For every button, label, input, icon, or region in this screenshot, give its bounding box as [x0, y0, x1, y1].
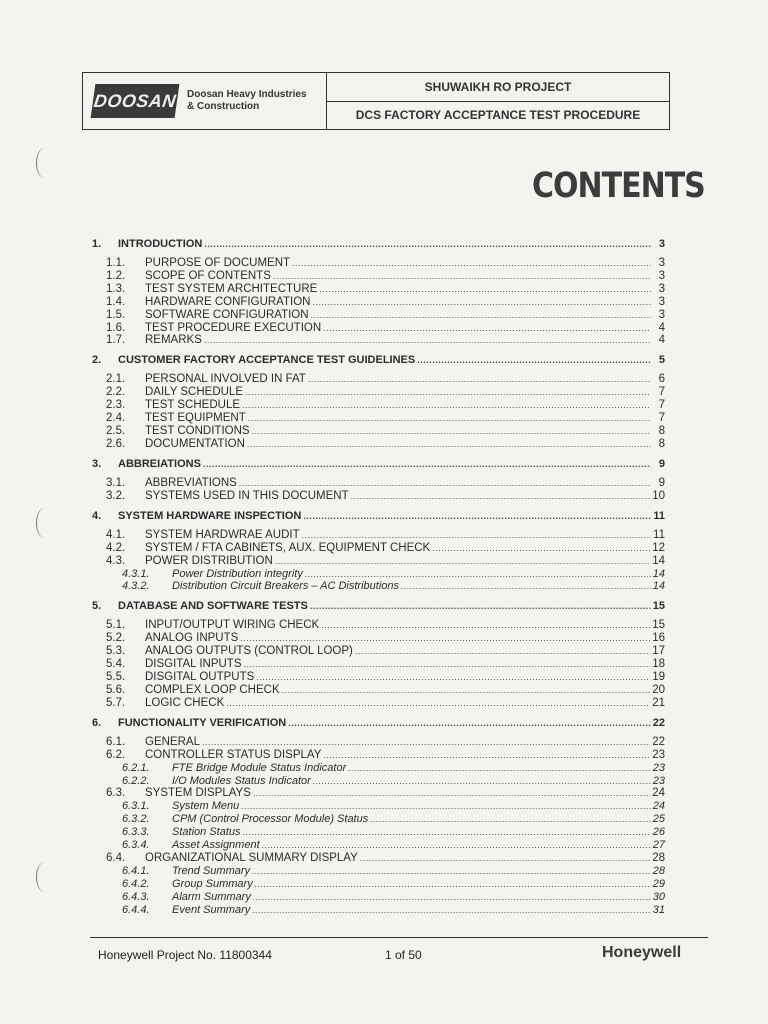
- toc-entry-number: 3.1.: [106, 476, 126, 489]
- toc-entry-number: 2.2.: [106, 386, 126, 399]
- toc-leader-dots: [204, 335, 651, 345]
- toc-leader-dots: [253, 892, 651, 902]
- toc-entry-title: FTE Bridge Module Status Indicator: [172, 761, 347, 774]
- toc-entry-number: 5.1.: [106, 619, 126, 632]
- toc-entry-number: 5.6.: [106, 683, 126, 696]
- toc-entry-page: 9: [658, 476, 665, 489]
- toc-leader-dots: [240, 633, 650, 643]
- toc-leader-dots: [417, 355, 651, 365]
- toc-leader-dots: [226, 698, 650, 708]
- toc-entry: [106, 645, 665, 658]
- toc-entry-page: 30: [652, 890, 665, 903]
- toc-entry: [122, 826, 665, 839]
- toc-entry-number: 1.5.: [106, 308, 126, 321]
- toc-entry-title: SYSTEM HARDWRAE AUDIT: [145, 528, 300, 541]
- toc-entry-number: 5.4.: [106, 658, 126, 671]
- toc-entry: [106, 697, 665, 710]
- toc-leader-dots: [313, 776, 651, 786]
- toc-entry-number: 1.4.: [106, 295, 126, 308]
- toc-entry-title: ABBREIATIONS: [118, 457, 201, 470]
- toc-entry: [122, 813, 665, 826]
- toc-entry-page: 6: [658, 373, 665, 386]
- toc-entry: [106, 399, 665, 412]
- toc-entry-number: 5.3.: [106, 645, 126, 658]
- toc-entry-title: CPM (Control Processor Module) Status: [172, 813, 369, 826]
- toc-entry: [92, 600, 665, 613]
- toc-leader-dots: [321, 620, 650, 630]
- toc-entry-number: 1.2.: [106, 269, 126, 282]
- toc-entry-title: CUSTOMER FACTORY ACCEPTANCE TEST GUIDELINES: [118, 354, 416, 367]
- toc-entry-title: Trend Summary: [172, 864, 251, 877]
- toc-entry-page: 5: [658, 354, 665, 367]
- toc-entry-title: INTRODUCTION: [118, 238, 203, 250]
- toc-entry-page: 14: [652, 580, 665, 593]
- toc-entry-title: System Menu: [172, 800, 240, 813]
- toc-entry-title: Asset Assignment: [172, 839, 260, 851]
- toc-leader-dots: [202, 737, 650, 747]
- footer-page-number: 1 of 50: [385, 948, 422, 962]
- toc-entry: [106, 736, 665, 749]
- toc-entry-number: 4.: [92, 509, 102, 522]
- toc-entry-page: 3: [658, 238, 665, 250]
- toc-entry: [106, 749, 665, 762]
- toc-entry-number: 6.1.: [106, 735, 126, 748]
- toc-entry-number: 2.1.: [106, 373, 126, 386]
- toc-entry-title: DATABASE AND SOFTWARE TESTS: [118, 600, 308, 613]
- toc-leader-dots: [370, 814, 651, 824]
- toc-entry: [106, 438, 665, 451]
- toc-entry-title: TEST SYSTEM ARCHITECTURE: [145, 282, 318, 295]
- toc-leader-dots: [252, 426, 651, 436]
- project-title: SHUWAIKH RO PROJECT: [327, 73, 669, 102]
- toc-entry: [122, 568, 665, 581]
- toc-entry-page: 28: [652, 851, 665, 864]
- toc-entry-title: LOGIC CHECK: [145, 696, 225, 709]
- toc-leader-dots: [288, 718, 650, 728]
- toc-entry-page: 18: [652, 658, 665, 671]
- toc-leader-dots: [432, 543, 650, 553]
- footer-project-number: Honeywell Project No. 11800344: [98, 948, 272, 962]
- toc-entry-title: SYSTEMS USED IN THIS DOCUMENT: [145, 489, 349, 502]
- honeywell-logo: Honeywell: [602, 944, 682, 961]
- toc-entry-page: 11: [653, 509, 665, 522]
- contents-heading: CONTENTS: [532, 166, 705, 207]
- toc-entry-title: SYSTEM / FTA CABINETS, AUX. EQUIPMENT CHECK: [145, 541, 431, 554]
- toc-entry: [92, 510, 665, 523]
- toc-leader-dots: [248, 413, 651, 423]
- toc-entry: [122, 580, 665, 593]
- toc-entry-title: SYSTEM DISPLAYS: [145, 787, 251, 800]
- toc-entry: [106, 322, 665, 335]
- toc-entry-number: 4.3.2.: [122, 580, 150, 593]
- toc-leader-dots: [252, 905, 651, 915]
- toc-leader-dots: [348, 763, 651, 773]
- toc-entry-number: 6.3.4.: [122, 839, 150, 851]
- toc-entry-title: DOCUMENTATION: [145, 437, 245, 450]
- toc-entry-title: SOFTWARE CONFIGURATION: [145, 308, 309, 321]
- toc-entry-number: 6.4.4.: [122, 903, 150, 916]
- toc-entry-title: TEST PROCEDURE EXECUTION: [145, 321, 322, 334]
- toc-entry-page: 14: [652, 567, 665, 580]
- toc-entry: [122, 878, 665, 891]
- toc-entry-title: ANALOG OUTPUTS (CONTROL LOOP): [145, 645, 353, 658]
- toc-entry-number: 5.2.: [106, 632, 126, 645]
- toc-entry-page: 14: [652, 554, 665, 567]
- toc-leader-dots: [204, 239, 651, 249]
- toc-entry-number: 2.6.: [106, 437, 126, 450]
- toc-entry-number: 6.4.1.: [122, 864, 150, 877]
- toc-entry-title: SCOPE OF CONTENTS: [145, 269, 271, 282]
- toc-entry-number: 4.2.: [106, 541, 126, 554]
- toc-entry-title: DAILY SCHEDULE: [145, 386, 243, 399]
- toc-leader-dots: [243, 827, 651, 837]
- toc-entry-title: PURPOSE OF DOCUMENT: [145, 257, 291, 269]
- toc-leader-dots: [302, 530, 651, 540]
- toc-entry-page: 4: [658, 321, 665, 334]
- toc-entry: [106, 490, 665, 503]
- toc-entry-page: 22: [652, 716, 665, 729]
- toc-leader-dots: [247, 439, 651, 449]
- toc-entry-page: 19: [652, 671, 665, 683]
- toc-entry-page: 24: [652, 800, 665, 813]
- toc-entry-title: TEST SCHEDULE: [145, 399, 241, 412]
- toc-entry-title: DISGITAL INPUTS: [145, 658, 242, 671]
- toc-entry: [106, 529, 665, 542]
- toc-entry-number: 2.4.: [106, 412, 126, 425]
- toc-entry-page: 17: [652, 645, 665, 658]
- toc-entry: [106, 373, 665, 386]
- toc-entry: [106, 555, 665, 568]
- toc-entry-page: 15: [652, 619, 665, 632]
- toc-leader-dots: [311, 310, 651, 320]
- toc-entry: [106, 270, 665, 283]
- toc-leader-dots: [401, 581, 651, 591]
- toc-entry-page: 8: [658, 425, 665, 437]
- toc-leader-dots: [275, 556, 650, 566]
- toc-entry: [122, 762, 665, 775]
- toc-entry-title: Distribution Circuit Breakers – AC Distributions: [172, 580, 399, 593]
- document-title: DCS FACTORY ACCEPTANCE TEST PROCEDURE: [355, 108, 641, 123]
- toc-entry-title: FUNCTIONALITY VERIFICATION: [118, 716, 287, 729]
- toc-leader-dots: [360, 853, 650, 863]
- toc-entry: [106, 632, 665, 645]
- toc-entry-page: 3: [658, 282, 665, 295]
- toc-entry-page: 9: [658, 457, 665, 470]
- toc-entry-title: ABBREVIATIONS: [145, 476, 237, 489]
- toc-leader-dots: [319, 284, 651, 294]
- toc-leader-dots: [308, 374, 651, 384]
- toc-entry-number: 6.3.1.: [122, 800, 150, 813]
- toc-entry-title: CONTROLLER STATUS DISPLAY: [145, 748, 322, 761]
- toc-entry-title: Group Summary: [172, 877, 253, 890]
- company-name-line1: Doosan Heavy Industries: [187, 89, 307, 100]
- toc-entry-title: I/O Modules Status Indicator: [172, 774, 311, 787]
- toc-leader-dots: [241, 801, 651, 811]
- toc-entry: [106, 787, 665, 800]
- toc-entry: [106, 658, 665, 671]
- toc-entry-page: 4: [658, 334, 665, 347]
- toc-entry-title: ORGANIZATIONAL SUMMARY DISPLAY: [145, 851, 358, 864]
- toc-entry-page: 8: [658, 437, 665, 450]
- toc-entry-number: 1.6.: [106, 321, 126, 334]
- toc-entry-number: 2.3.: [106, 399, 126, 412]
- toc-entry-number: 1.7.: [106, 334, 126, 347]
- toc-entry-number: 6.4.2.: [122, 877, 150, 890]
- toc-entry: [106, 257, 665, 270]
- toc-entry-title: ANALOG INPUTS: [145, 632, 239, 645]
- toc-entry: [106, 386, 665, 399]
- toc-entry-title: TEST EQUIPMENT: [145, 412, 246, 425]
- toc-leader-dots: [351, 491, 651, 501]
- toc-leader-dots: [255, 879, 651, 889]
- toc-leader-dots: [253, 788, 650, 798]
- doosan-logo: DOOSAN: [91, 84, 180, 118]
- toc-entry-number: 6.3.: [106, 787, 126, 800]
- toc-entry: [92, 458, 665, 471]
- toc-entry-title: INPUT/OUTPUT WIRING CHECK: [145, 619, 320, 632]
- toc-entry-number: 2.5.: [106, 425, 126, 437]
- toc-entry-page: 25: [652, 813, 665, 826]
- toc-entry-number: 6.: [92, 716, 102, 729]
- toc-entry-number: 4.1.: [106, 528, 126, 541]
- toc-entry-title: HARDWARE CONFIGURATION: [145, 295, 311, 308]
- toc-leader-dots: [310, 601, 651, 611]
- toc-entry-page: 23: [652, 774, 665, 787]
- toc-entry-page: 3: [658, 308, 665, 321]
- toc-entry-page: 10: [652, 489, 665, 502]
- toc-leader-dots: [305, 569, 651, 579]
- toc-entry-number: 6.2.: [106, 748, 126, 761]
- toc-entry: [106, 542, 665, 555]
- toc-entry: [106, 296, 665, 309]
- toc-entry: [106, 671, 665, 684]
- toc-entry-page: 29: [652, 877, 665, 890]
- toc-leader-dots: [312, 297, 651, 307]
- toc-entry: [106, 852, 665, 865]
- toc-entry: [106, 477, 665, 490]
- toc-entry-page: 31: [652, 903, 665, 916]
- toc-leader-dots: [323, 323, 651, 333]
- toc-entry-title: Power Distribution integrity: [172, 567, 303, 580]
- toc-entry-number: 2.: [92, 354, 102, 367]
- toc-entry: [122, 891, 665, 904]
- toc-leader-dots: [256, 672, 650, 682]
- toc-entry-title: SYSTEM HARDWARE INSPECTION: [118, 509, 302, 522]
- toc-leader-dots: [282, 685, 651, 695]
- toc-entry-page: 3: [658, 295, 665, 308]
- toc-entry-page: 23: [652, 761, 665, 774]
- toc-entry-number: 5.: [92, 600, 102, 613]
- toc-entry-number: 5.7.: [106, 696, 126, 709]
- toc-entry: [106, 412, 665, 425]
- toc-entry: [122, 865, 665, 878]
- toc-entry-title: DISGITAL OUTPUTS: [145, 671, 255, 683]
- toc-leader-dots: [292, 258, 651, 268]
- toc-entry-page: 22: [652, 735, 665, 748]
- toc-entry: [122, 775, 665, 788]
- toc-entry-page: 21: [652, 696, 665, 709]
- toc-entry: [122, 904, 665, 917]
- toc-leader-dots: [242, 400, 651, 410]
- toc-entry: [122, 800, 665, 813]
- toc-entry-number: 6.2.2.: [122, 774, 150, 787]
- toc-entry-page: 12: [652, 541, 665, 554]
- toc-entry-page: 26: [652, 826, 665, 839]
- toc-leader-dots: [355, 646, 650, 656]
- toc-entry-title: TEST CONDITIONS: [145, 425, 250, 437]
- toc-entry: [92, 717, 665, 730]
- toc-entry-page: 15: [652, 600, 665, 613]
- toc-entry-title: Alarm Summary: [172, 890, 251, 903]
- toc-entry-page: 24: [652, 787, 665, 800]
- toc-entry: [106, 283, 665, 296]
- toc-entry-page: 7: [658, 386, 665, 399]
- toc-entry-number: 6.3.3.: [122, 826, 150, 839]
- footer-divider: [90, 937, 708, 938]
- toc-entry: [92, 354, 665, 367]
- toc-leader-dots: [303, 511, 651, 521]
- toc-entry-title: Station Status: [172, 826, 241, 839]
- toc-leader-dots: [252, 866, 651, 876]
- toc-leader-dots: [239, 478, 651, 488]
- toc-entry-number: 4.3.: [106, 554, 126, 567]
- toc-entry: [106, 425, 665, 438]
- toc-entry-title: PERSONAL INVOLVED IN FAT: [145, 373, 306, 386]
- toc-entry-title: REMARKS: [145, 334, 202, 347]
- toc-entry-number: 6.3.2.: [122, 813, 150, 826]
- toc-entry: [106, 684, 665, 697]
- toc-entry-number: 6.4.: [106, 851, 126, 864]
- toc-entry: [106, 309, 665, 322]
- toc-entry-title: GENERAL: [145, 735, 200, 748]
- toc-leader-dots: [262, 840, 651, 850]
- toc-leader-dots: [273, 271, 651, 281]
- toc-entry-number: 1.1.: [106, 257, 126, 269]
- toc-entry-page: 27: [652, 839, 665, 851]
- toc-entry-number: 1.: [92, 238, 102, 250]
- toc-entry-number: 3.: [92, 457, 102, 470]
- toc-entry-page: 20: [652, 683, 665, 696]
- toc-leader-dots: [244, 659, 651, 669]
- toc-leader-dots: [203, 459, 651, 469]
- toc-entry-page: 3: [658, 257, 665, 269]
- toc-leader-dots: [245, 387, 651, 397]
- toc-entry-number: 6.2.1.: [122, 761, 150, 774]
- toc-entry-title: POWER DISTRIBUTION: [145, 554, 273, 567]
- toc-entry: [106, 334, 665, 347]
- toc-entry: [92, 238, 665, 251]
- toc-entry-page: 3: [658, 269, 665, 282]
- toc-entry-page: 23: [652, 748, 665, 761]
- toc-entry-number: 1.3.: [106, 282, 126, 295]
- toc-entry-number: 4.3.1.: [122, 567, 150, 580]
- toc-entry: [122, 839, 665, 852]
- toc-entry-page: 7: [658, 399, 665, 412]
- toc-entry-page: 11: [653, 528, 665, 541]
- toc-entry-page: 28: [652, 864, 665, 877]
- company-name-line2: & Construction: [187, 101, 260, 112]
- toc-entry-number: 6.4.3.: [122, 890, 150, 903]
- toc-entry-page: 16: [652, 632, 665, 645]
- toc-entry-title: COMPLEX LOOP CHECK: [145, 683, 280, 696]
- toc-entry-page: 7: [658, 412, 665, 425]
- toc-entry-title: Event Summary: [172, 903, 251, 916]
- toc-entry-number: 3.2.: [106, 489, 126, 502]
- toc-entry: [106, 619, 665, 632]
- toc-entry-number: 5.5.: [106, 671, 126, 683]
- toc-leader-dots: [323, 750, 650, 760]
